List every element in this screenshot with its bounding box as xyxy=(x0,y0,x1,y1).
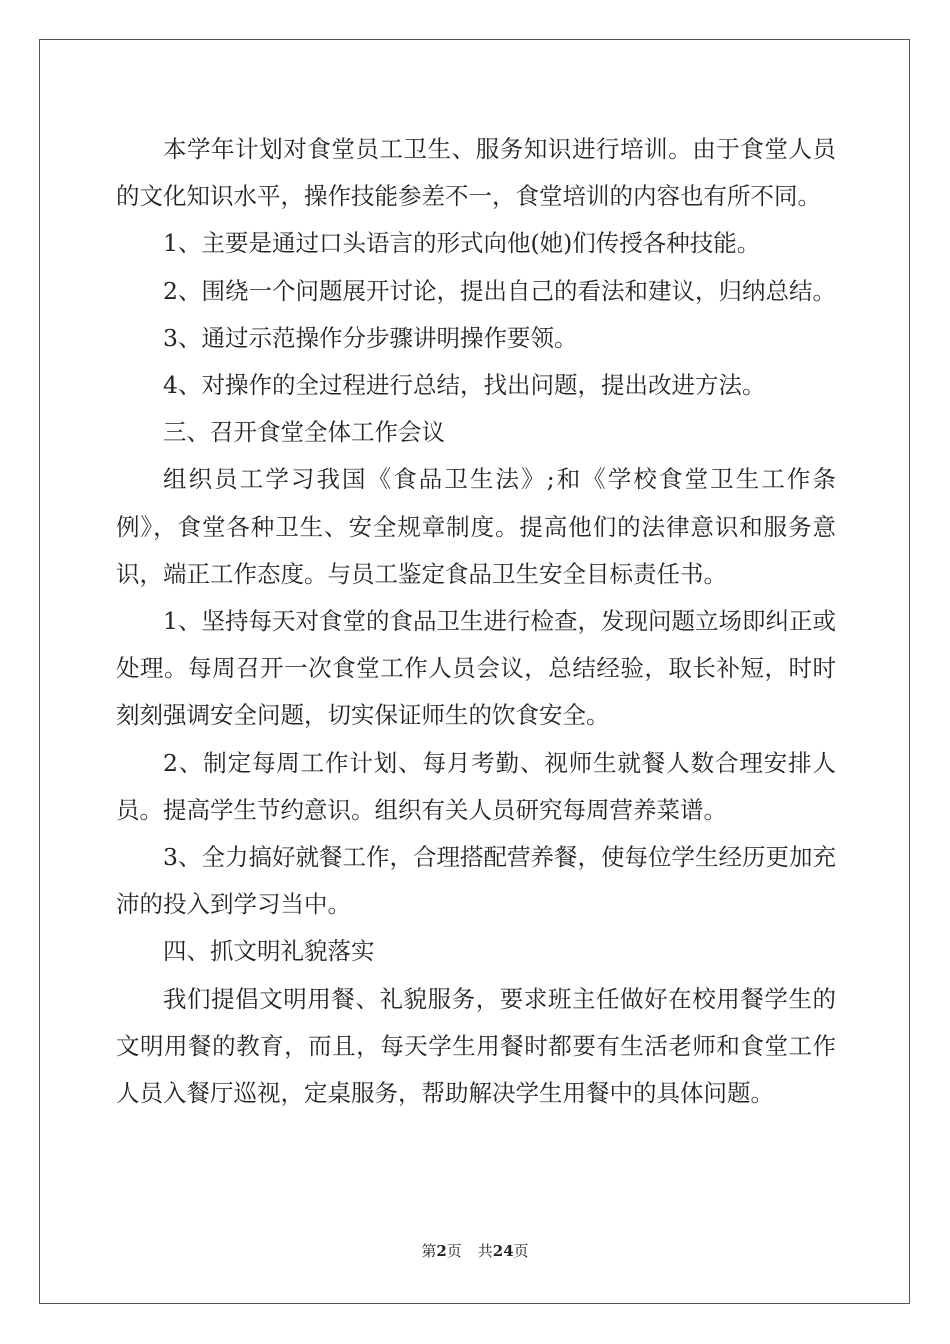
paragraph-dining-work: 3、全力搞好就餐工作，合理搭配营养餐，使每位学生经历更加充沛的投入到学习当中。 xyxy=(116,843,836,919)
paragraph-civilized-dining: 我们提倡文明用餐、礼貌服务，要求班主任做好在校用餐学生的文明用餐的教育，而且，每天学生用餐时都要有生活老师和食堂工作人员入餐厅巡视，定桌服务，帮助解决学生用餐中的具体问题。 xyxy=(116,984,836,1108)
paragraph-item-1-oral: 1、主要是通过口头语言的形式向他(她)们传授各种技能。 xyxy=(163,229,761,258)
page-total: 共24页 xyxy=(477,1242,529,1260)
paragraph-item-2-discussion: 2、围绕一个问题展开讨论，提出自己的看法和建议，归纳总结。 xyxy=(163,276,836,305)
paragraph-daily-inspection: 1、坚持每天对食堂的食品卫生进行检查，发现问题立场即纠正或处理。每周召开一次食堂工作人员会议，总结经验，取长补短，时时刻刻强调安全问题，切实保证师生的饮食安全。 xyxy=(116,607,836,730)
paragraph-item-4-summary: 4、对操作的全过程进行总结，找出问题，提出改进方法。 xyxy=(163,371,766,400)
page-footer xyxy=(0,1241,950,1261)
paragraph-item-3-demonstration: 3、通过示范操作分步骤讲明操作要领。 xyxy=(163,323,578,352)
paragraph-weekly-plan: 2、制定每周工作计划、每月考勤、视师生就餐人数合理安排人员。提高学生节约意识。组织有关人员研究每周营养菜谱。 xyxy=(116,748,836,824)
section-heading-3: 三、召开食堂全体工作会议 xyxy=(163,418,445,447)
document-body xyxy=(116,126,836,1117)
section-heading-4: 四、抓文明礼貌落实 xyxy=(163,937,375,966)
page-number: 第2页 xyxy=(421,1242,462,1260)
paragraph-staff-study: 组织员工学习我国《食品卫生法》;和《学校食堂卫生工作条例》，食堂各种卫生、安全规章制度。提高他们的法律意识和服务意识，端正工作态度。与员工鉴定食品卫生安全目标责任书。 xyxy=(116,465,836,588)
paragraph-training-plan: 本学年计划对食堂员工卫生、服务知识进行培训。由于食堂人员的文化知识水平，操作技能参差不一，食堂培训的内容也有所不同。 xyxy=(116,135,836,211)
